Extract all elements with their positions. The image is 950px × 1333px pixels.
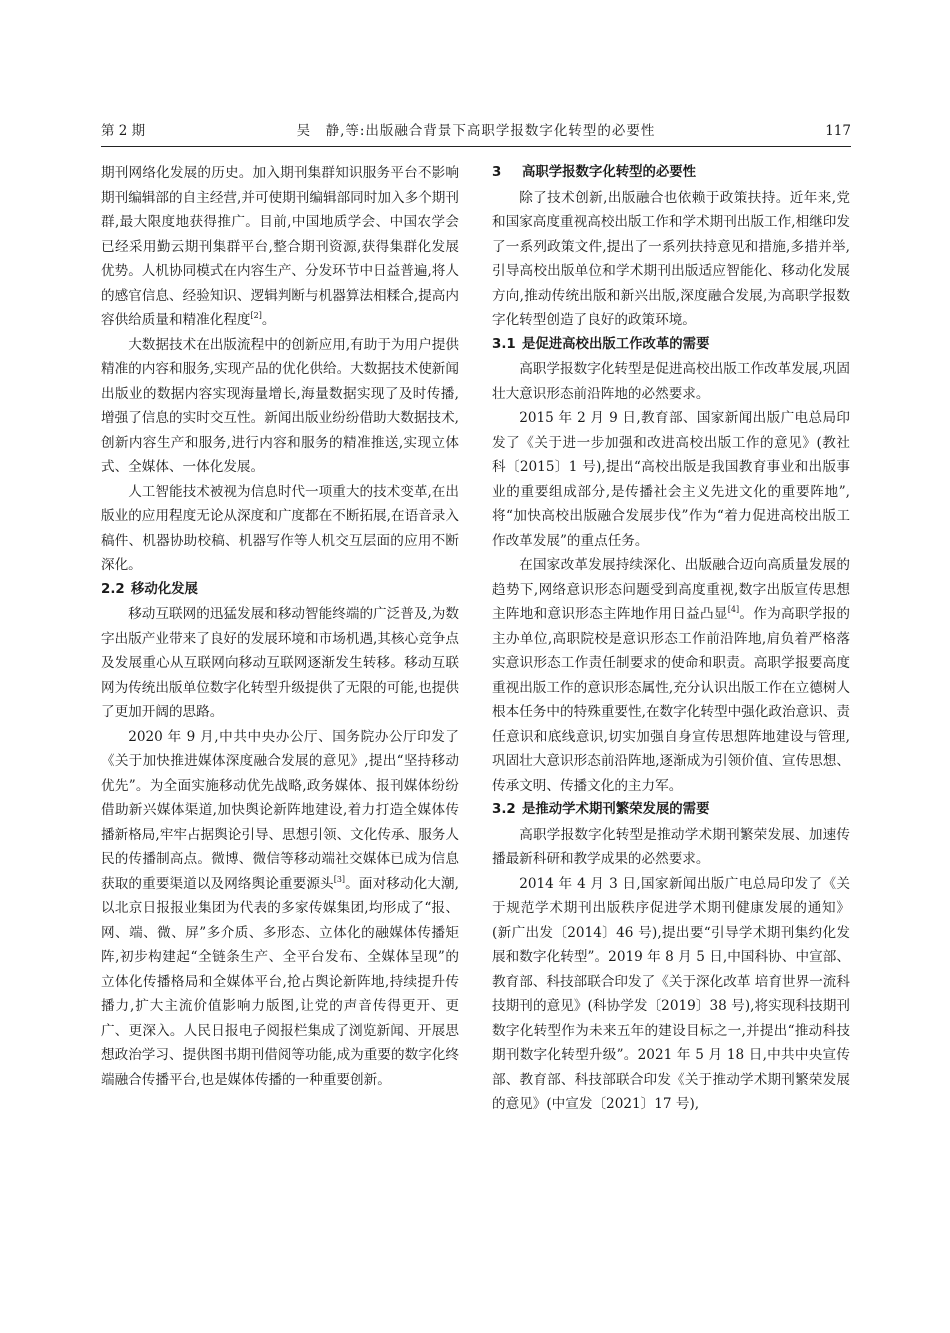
page-number: 117 [825, 123, 851, 139]
paragraph: 高职学报数字化转型是推动学术期刊繁荣发展、加速传播最新科研和教学成果的必然要求。 [492, 826, 850, 867]
right-column [492, 161, 850, 1117]
paragraph: 2014 年 4 月 3 日,国家新闻出版广电总局印发了《关于规范学术期刊出版秩序促进学术期刊健康发展的通知》(新广出发〔2014〕46 号),提出要“引导学术期刊集约化发展和数字化转型”。2019 年 8 月 5 日,中国科协、中宣部、教育部、科技部联合印发了《关于深化改革 培育世界一流科技期刊的意见》(科协学发〔2019〕38 号),将实现科技期刊数字化转型作为未来五年的建设目标之一,并提出“推动科技期刊数字化转型升级”。2021 年 5 月 18 日,中共中央宣传部、教育部、科技部联合印发《关于推动学术期刊繁荣发展的意见》(中宣发〔2021〕17 号), [492, 875, 850, 1112]
section-heading-3-1: 3.1 是促进高校出版工作改革的需要 [492, 336, 710, 352]
running-header [101, 120, 851, 142]
paragraph: 人工智能技术被视为信息时代一项重大的技术变革,在出版业的应用程度无论从深度和广度都在不断拓展,在语音录入稿件、机器协助校稿、机器写作等人机交互层面的应用不断深化。 [101, 483, 459, 573]
section-heading-3: 3 高职学报数字化转型的必要性 [492, 165, 697, 180]
citation-ref: [3] [333, 874, 346, 884]
header-rule [101, 146, 851, 147]
paragraph: 高职学报数字化转型是促进高校出版工作改革发展,巩固壮大意识形态前沿阵地的必然要求。 [492, 361, 850, 402]
paragraph: 期刊网络化发展的历史。加入期刊集群知识服务平台不影响期刊编辑部的自主经营,并可使期刊编辑部同时加入多个期刊群,最大限度地获得推广。目前,中国地质学会、中国农学会已经采用勤云期刊集群平台,整合期刊资源,获得集群化发展优势。人机协同模式在内容生产、分发环节中日益普遍,将人的感官信息、经验知识、逻辑判断与机器算法相糅合,提高内容供给质量和精准化程度[2]。 [101, 165, 459, 328]
paragraph: 除了技术创新,出版融合也依赖于政策扶持。近年来,党和国家高度重视高校出版工作和学术期刊出版工作,相继印发了一系列政策文件,提出了一系列扶持意见和措施,多措并举,引导高校出版单位和学术期刊出版适应智能化、移动化发展方向,推动传统出版和新兴出版,深度融合发展,为高职学报数字化转型创造了良好的政策环境。 [492, 189, 850, 328]
running-title: 吴 静,等:出版融合背景下高职学报数字化转型的必要性 [296, 123, 656, 139]
section-heading-3-2: 3.2 是推动学术期刊繁荣发展的需要 [492, 802, 710, 817]
paragraph: 在国家改革发展持续深化、出版融合迈向高质量发展的趋势下,网络意识形态问题受到高度重视,数字出版宣传思想主阵地和意识形态主阵地作用日益凸显[4]。作为高职学报的主办单位,高职院校是意识形态工作前沿阵地,肩负着严格落实意识形态工作责任制要求的使命和职责。高职学报要高度重视出版工作的意识形态属性,充分认识出版工作在立德树人根本任务中的特殊重要性,在数字化转型中强化政治意识、责任意识和底线意识,切实加强自身宣传思想阵地建设与管理,巩固壮大意识形态前沿阵地,逐渐成为引领价值、宣传思想、传承文明、传播文化的主力军。 [492, 557, 851, 794]
paragraph: 移动互联网的迅猛发展和移动智能终端的广泛普及,为数字出版产业带来了良好的发展环境和市场机遇,其核心竞争点及发展重心从互联网向移动互联网逐渐发生转移。移动互联网为传统出版单位数字化转型升级提供了无限的可能,也提供了更加开阔的思路。 [101, 606, 459, 720]
citation-ref: [2] [250, 311, 262, 320]
paragraph: 2015 年 2 月 9 日,教育部、国家新闻出版广电总局印发了《关于进一步加强和改进高校出版工作的意见》(教社科〔2015〕1 号),提出“高校出版是我国教育事业和出版事业的重要组成部分,是传播社会主义先进文化的重要阵地”,将“加快高校出版融合发展步伐”作为“着力促进高校出版工作改革发展”的重点任务。 [492, 410, 850, 549]
paragraph: 2020 年 9 月,中共中央办公厅、国务院办公厅印发了《关于加快推进媒体深度融合发展的意见》,提出“坚持移动优先”。为全面实施移动优先战略,政务媒体、报刊媒体纷纷借助新兴媒体渠道,加快舆论新阵地建设,着力打造全媒体传播新格局,牢牢占据舆论引导、思想引领、文化传承、服务人民的传播制高点。微博、微信等移动端社交媒体已成为信息获取的重要渠道以及网络舆论重要源头[3]。面对移动化大潮,以北京日报报业集团为代表的多家传媒集团,均形成了“报、网、端、微、屏”多介质、多形态、立体化的融媒体传播矩阵,初步构建起“全链条生产、全平台发布、全媒体呈现”的立体化传播格局和全媒体平台,抢占舆论新阵地,持续提升传播力,扩大主流价值影响力版图,让党的声音传得更开、更广、更深入。人民日报电子阅报栏集成了浏览新闻、开展思想政治学习、提供图书期刊借阅等功能,成为重要的数字化终端融合传播平台,也是媒体传播的一种重要创新。 [101, 728, 459, 1088]
citation-ref: [4] [727, 605, 740, 614]
paragraph: 大数据技术在出版流程中的创新应用,有助于为用户提供精准的内容和服务,实现产品的优化供给。大数据技术使新闻出版业的数据内容实现海量增长,海量数据实现了及时传播,增强了信息的实时交互性。新闻出版业纷纷借助大数据技术,创新内容生产和服务,进行内容和服务的精准推送,实现立体式、全媒体、一体化发展。 [101, 336, 459, 475]
section-heading-2-2: 2.2 移动化发展 [101, 581, 198, 597]
left-column [101, 161, 459, 1092]
issue-label: 第 2 期 [101, 123, 146, 139]
